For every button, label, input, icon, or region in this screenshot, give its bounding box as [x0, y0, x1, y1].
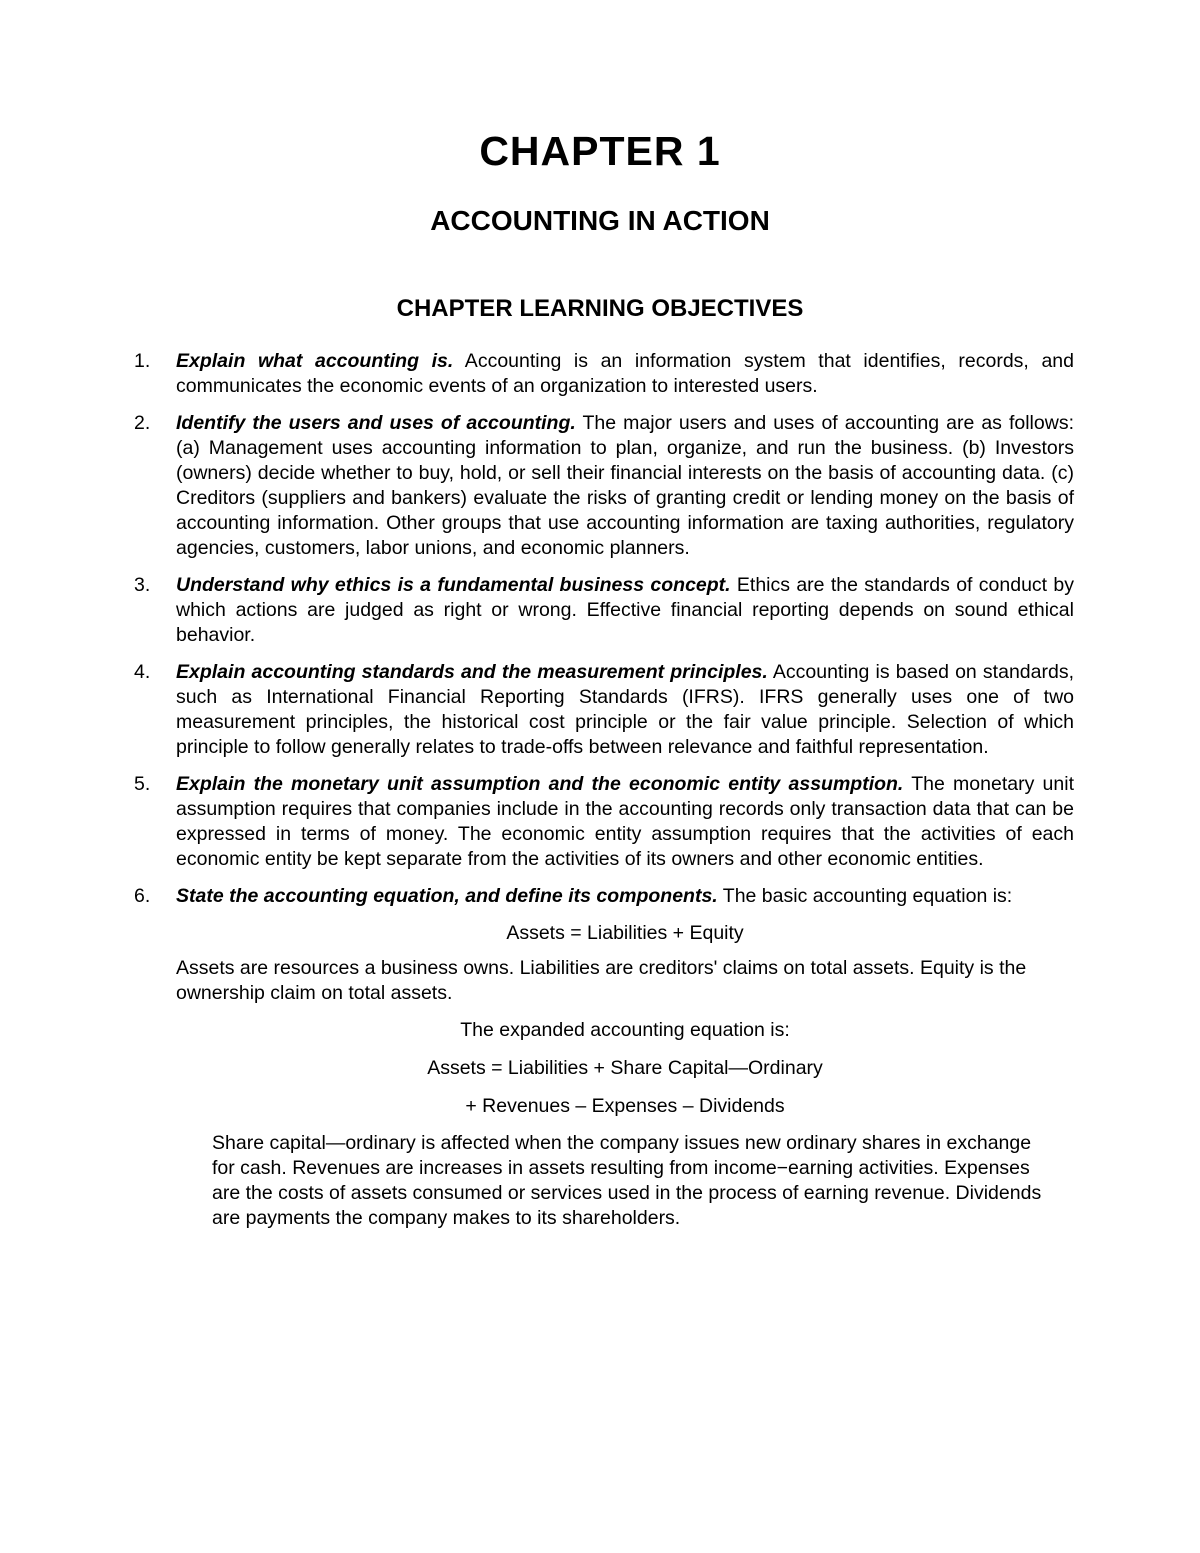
objectives-heading: CHAPTER LEARNING OBJECTIVES	[396, 295, 804, 322]
objective-item-3	[134, 573, 1074, 648]
objective-number: 4.	[134, 661, 151, 683]
components-paragraph: Share capital—ordinary is affected when the company issues new ordinary shares in exchange for cash. Revenues are increases in assets resulting from income−earning activities. Expenses are the costs of assets consumed or services used in the process of earning revenue. Dividends are payments the company makes to its shareholders.	[212, 1132, 1042, 1229]
objective-heading: Explain the monetary unit assumption and the economic entity assumption.	[176, 773, 904, 795]
equation-block	[134, 921, 1074, 1119]
objective-6-details	[134, 909, 1074, 1231]
objective-number: 3.	[134, 574, 151, 596]
chapter-title: ACCOUNTING IN ACTION	[430, 205, 770, 236]
objective-number: 6.	[134, 885, 151, 907]
objective-heading: Explain what accounting is.	[176, 350, 454, 372]
objective-body: The basic accounting equation is:	[717, 885, 1013, 907]
objective-heading: Identify the users and uses of accounting.	[176, 412, 576, 434]
chapter-number: CHAPTER 1	[479, 128, 721, 174]
objective-item-2	[134, 411, 1074, 561]
objective-number: 5.	[134, 773, 151, 795]
objectives-list	[134, 349, 1074, 909]
objective-item-5	[134, 772, 1074, 872]
objective-body: Accounting is based on standards, such as International Financial Reporting Standards (IFRS). IFRS generally uses one of two measurement principles, the historical cost principle or the fair value principle. Selection of which principle to follow generally relates to trade-offs between relevance and faithful representation.	[176, 661, 1074, 758]
objective-item-1	[134, 349, 1074, 399]
objective-heading: State the accounting equation, and define its components.	[176, 885, 718, 907]
objective-number: 2.	[134, 412, 151, 434]
basic-equation: Assets = Liabilities + Equity	[506, 922, 744, 944]
expanded-equation-line-1: Assets = Liabilities + Share Capital—Ordinary	[427, 1057, 823, 1079]
definitions-paragraph: Assets are resources a business owns. Liabilities are creditors' claims on total assets. Equity is the ownership claim on total assets.	[176, 957, 1027, 1004]
objective-body: The monetary unit assumption requires that companies include in the accounting records only transaction data that can be expressed in terms of money. The economic entity assumption requires that the activities of each economic entity be kept separate from the activities of its owners and other economic entities.	[176, 773, 1075, 870]
expanded-equation-line-2: + Revenues – Expenses – Dividends	[465, 1095, 785, 1117]
objective-item-4	[134, 660, 1074, 760]
objective-body: The major users and uses of accounting are as follows: (a) Management uses accounting information to plan, organize, and run the business. (b) Investors (owners) decide whether to buy, hold, or sell their financial interests on the basis of accounting data. (c) Creditors (suppliers and bankers) evaluate the risks of granting credit or lending money on the basis of accounting information. Other groups that use accounting information are taxing authorities, regulatory agencies, customers, labor unions, and economic planners.	[176, 412, 1074, 559]
objective-body: Ethics are the standards of conduct by which actions are judged as right or wrong. Effective financial reporting depends on sound ethical behavior.	[176, 574, 1074, 646]
objective-body: Accounting is an information system that identifies, records, and communicates the economic events of an organization to interested users.	[176, 350, 1074, 397]
objective-number: 1.	[134, 350, 151, 372]
expanded-equation-intro: The expanded accounting equation is:	[460, 1019, 790, 1041]
objective-heading: Understand why ethics is a fundamental business concept.	[176, 574, 731, 596]
objective-item-6	[134, 884, 1074, 909]
objective-heading: Explain accounting standards and the measurement principles.	[176, 661, 768, 683]
